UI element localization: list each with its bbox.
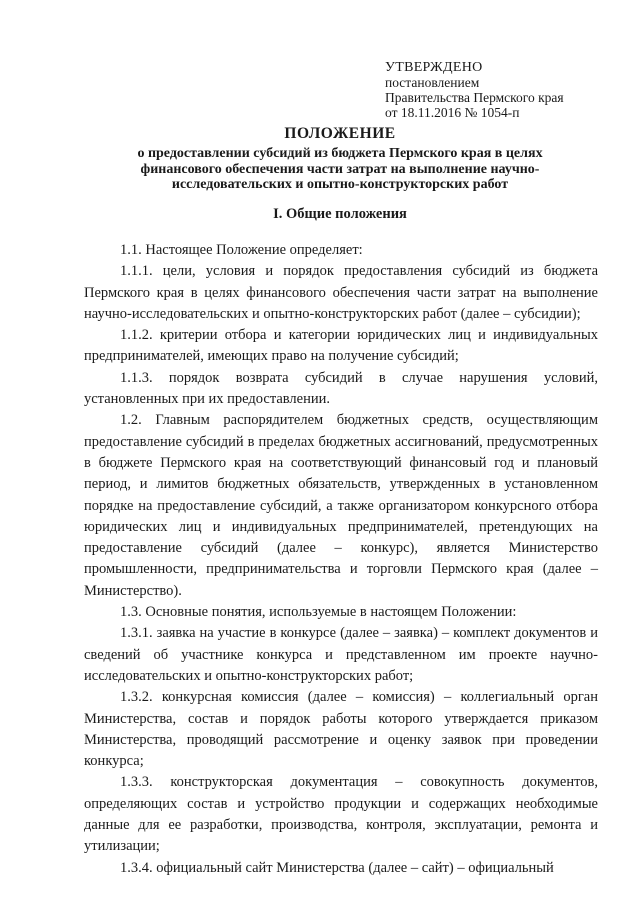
document-body [84, 240, 598, 879]
document-title: ПОЛОЖЕНИЕ [284, 125, 396, 142]
paragraph-1-1: 1.1. Настоящее Положение определяет: [120, 242, 363, 258]
approval-line-1: постановлением [385, 75, 480, 90]
approval-stamp: УТВЕРЖДЕНО [385, 60, 483, 75]
section-heading: I. Общие положения [273, 206, 407, 222]
paragraph-1-3-4: 1.3.4. официальный сайт Министерства (далее – сайт) – официальный [120, 859, 554, 876]
approval-line-2: Правительства Пермского края [385, 90, 564, 105]
paragraph-1-3-2: 1.3.2. конкурсная комиссия (далее – комиссия) – коллегиальный орган Министерства, состав и порядок работы которого утверждается приказом Министерства, проводящий рассмотрение и оценку заявок при проведении конкурса; [84, 689, 598, 770]
paragraph-1-3-3: 1.3.3. конструкторская документация – совокупность документов, определяющих состав и устройство продукции и содержащих необходимые данные для ее разработки, производства, контроля, эксплуатации, ремонта и утилизации; [84, 774, 598, 855]
paragraph-1-1-2: 1.1.2. критерии отбора и категории юридических лиц и индивидуальных предпринимателей, имеющих право на получение субсидий; [84, 327, 598, 365]
paragraph-1-3: 1.3. Основные понятия, используемые в настоящем Положении: [120, 604, 517, 621]
approval-line-3: от 18.11.2016 № 1054-п [385, 105, 520, 120]
paragraph-1-1-1: 1.1.1. цели, условия и порядок предоставления субсидий из бюджета Пермского края в целях финансового обеспечения части затрат на выполнение научно-исследовательских и опытно-конструкторских работ (далее – субсидии); [84, 263, 598, 322]
paragraph-1-3-1: 1.3.1. заявка на участие в конкурсе (далее – заявка) – комплект документов и сведений об участнике конкурса и представленном им проекте научно-исследовательских и опытно-конструкторских работ; [84, 625, 598, 684]
approval-block [385, 60, 625, 120]
document-subtitle: о предоставлении субсидий из бюджета Пермского края в целях финансового обеспечения части затрат на выполнение научно-исследовательских и опытно-конструкторских работ [137, 146, 543, 192]
paragraph-1-2: 1.2. Главным распорядителем бюджетных средств, осуществляющим предоставление субсидий в пределах бюджетных ассигнований, предусмотренных в бюджете Пермского края на соответствующий финансовый год и плановый период, и лимитов бюджетных обязательств, утвержденных в установленном порядке на предоставление субсидий, а также организатором конкурсного отбора юридических лиц и индивидуальных предпринимателей, претендующих на предоставление субсидий (далее – конкурс), является Министерство промышленности, предпринимательства и торговли Пермского края (далее – Министерство). [84, 412, 598, 599]
paragraph-1-1-3: 1.1.3. порядок возврата субсидий в случае нарушения условий, установленных при их предоставлении. [84, 369, 598, 408]
